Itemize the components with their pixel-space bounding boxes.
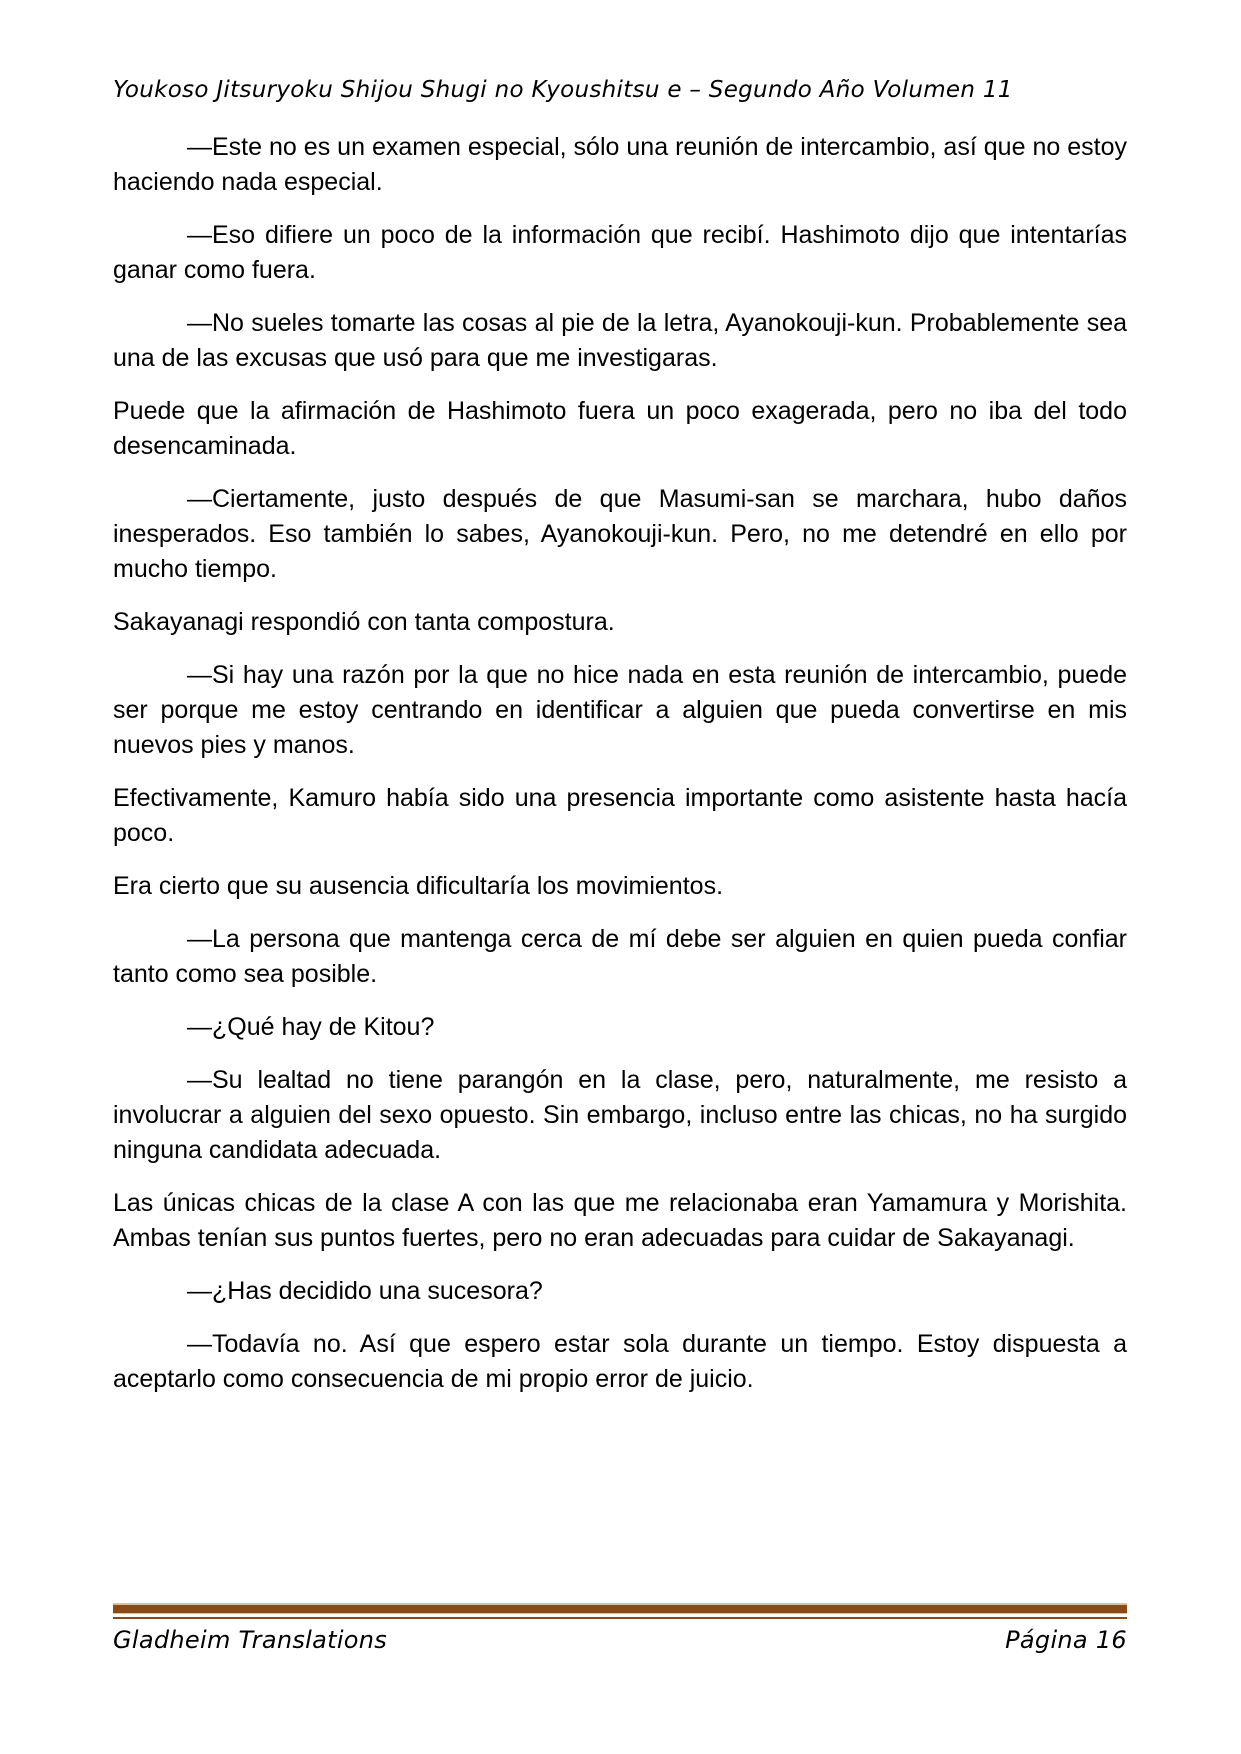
paragraph: —Este no es un examen especial, sólo una reunión de intercambio, así que no estoy haciendo nada especial. [113,133,1127,196]
paragraph: —Eso difiere un poco de la información que recibí. Hashimoto dijo que intentarías ganar como fuera. [113,221,1127,284]
footer-translator-credit: Gladheim Translations [113,1626,388,1654]
paragraph: Puede que la afirmación de Hashimoto fuera un poco exagerada, pero no iba del todo desencaminada. [113,397,1127,460]
footer-divider-rule [113,1603,1127,1619]
paragraph: —La persona que mantenga cerca de mí debe ser alguien en quien pueda confiar tanto como sea posible. [113,925,1127,988]
paragraph: —Su lealtad no tiene parangón en la clase, pero, naturalmente, me resisto a involucrar a alguien del sexo opuesto. Sin embargo, incluso entre las chicas, no ha surgido ninguna candidata adecuada. [113,1066,1127,1164]
page-header-title: Youkoso Jitsuryoku Shijou Shugi no Kyoushitsu e – Segundo Año Volumen 11 [113,77,1013,103]
paragraph: —Si hay una razón por la que no hice nada en esta reunión de intercambio, puede ser porque me estoy centrando en identificar a alguien que pueda convertirse en mis nuevos pies y manos. [113,661,1127,759]
footer-rule-thin-line [113,1617,1127,1619]
page-body [113,130,1127,1415]
footer-page-number: Página 16 [1005,1626,1127,1654]
paragraph: —¿Has decidido una sucesora? [187,1277,543,1305]
paragraph: Sakayanagi respondió con tanta compostura. [113,608,615,636]
paragraph: Las únicas chicas de la clase A con las que me relacionaba eran Yamamura y Morishita. Ambas tenían sus puntos fuertes, pero no eran adecuadas para cuidar de Sakayanagi. [113,1189,1127,1252]
paragraph: Efectivamente, Kamuro había sido una presencia importante como asistente hasta hacía poco. [113,784,1127,847]
paragraph: —Ciertamente, justo después de que Masumi-san se marchara, hubo daños inesperados. Eso también lo sabes, Ayanokouji-kun. Pero, no me detendré en ello por mucho tiempo. [113,485,1127,583]
paragraph: —¿Qué hay de Kitou? [187,1013,435,1041]
page-footer [113,1626,1127,1654]
paragraph: —No sueles tomarte las cosas al pie de la letra, Ayanokouji-kun. Probablemente sea una de las excusas que usó para que me investigaras. [113,309,1127,372]
footer-rule-thick-line [113,1605,1127,1613]
paragraph: —Todavía no. Así que espero estar sola durante un tiempo. Estoy dispuesta a aceptarlo como consecuencia de mi propio error de juicio. [113,1330,1127,1393]
paragraph: Era cierto que su ausencia dificultaría los movimientos. [113,872,724,900]
